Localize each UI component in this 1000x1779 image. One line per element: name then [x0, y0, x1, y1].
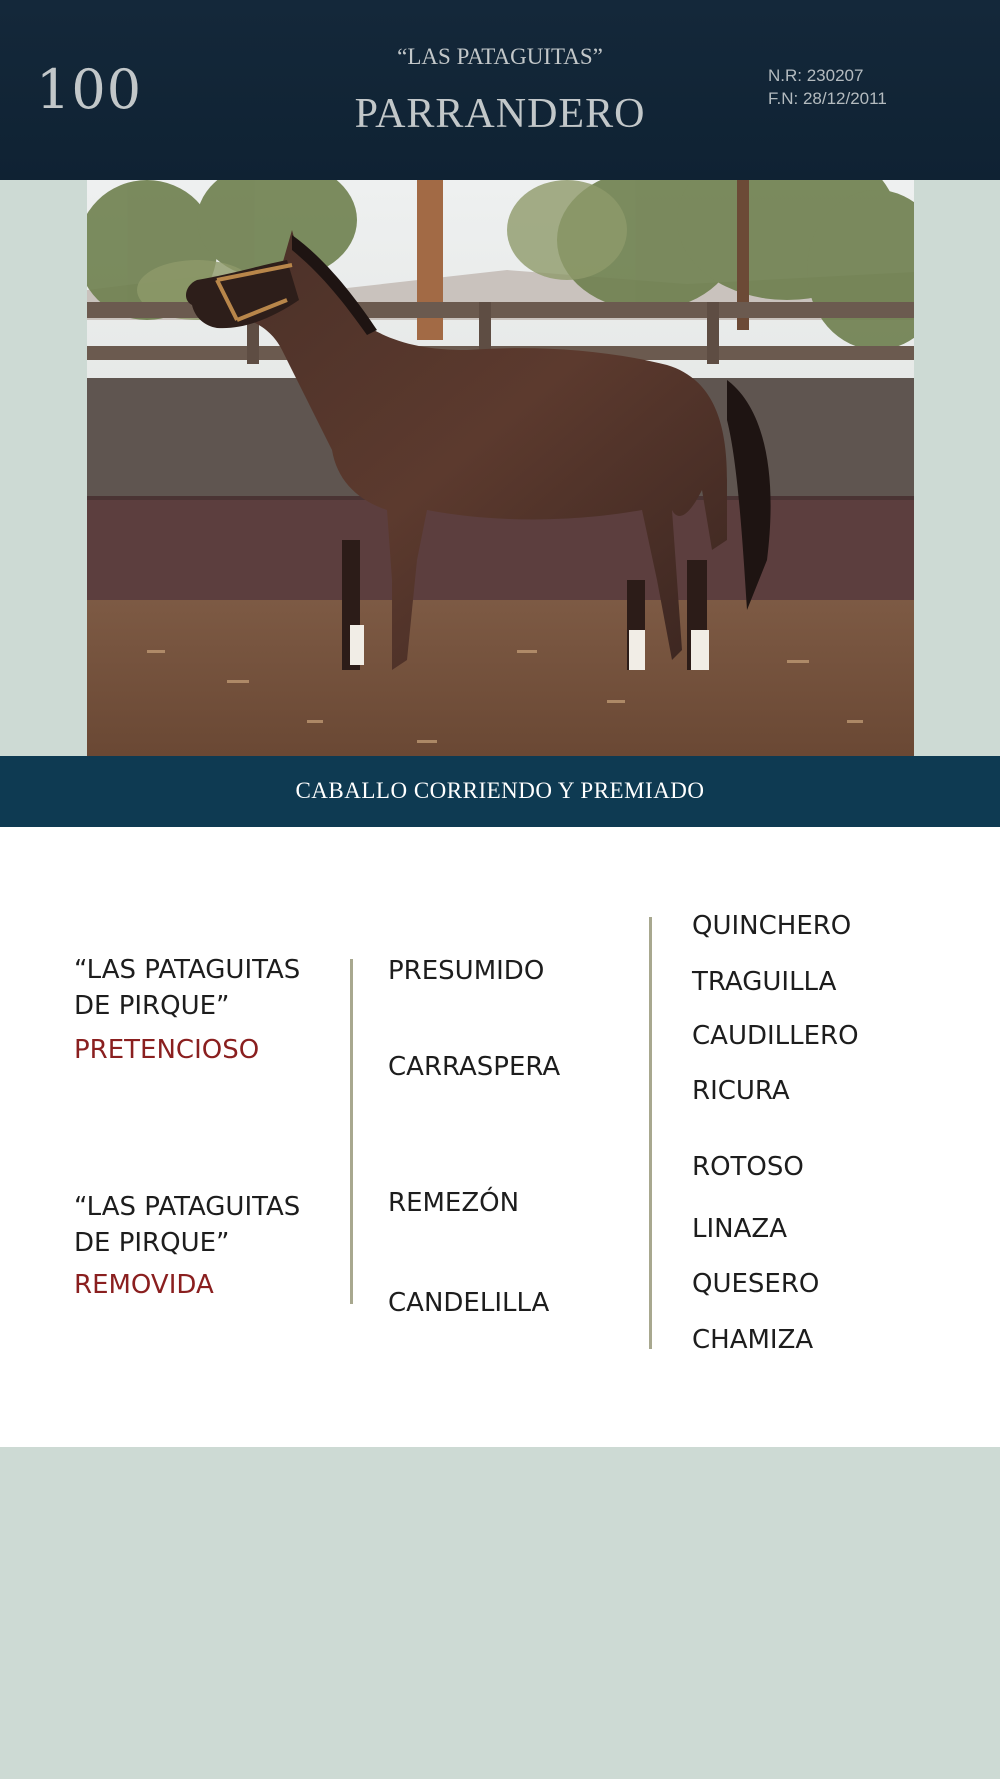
dam-name: REMOVIDA	[74, 1270, 214, 1300]
great-grandparent-name: LINAZA	[692, 1214, 787, 1244]
divider-line	[649, 917, 652, 1349]
great-grandparent-name: QUESERO	[692, 1269, 820, 1299]
great-grandparent-name: TRAGUILLA	[692, 967, 837, 997]
horse-photo	[87, 180, 914, 756]
horse-photo-illustration	[87, 180, 914, 756]
great-grandparent-name: QUINCHERO	[692, 911, 852, 941]
birth-date: F.N: 28/12/2011	[768, 89, 887, 108]
bottom-blank-area	[0, 1447, 1000, 1779]
great-grandparent-name: CAUDILLERO	[692, 1021, 859, 1051]
status-text: CABALLO CORRIENDO Y PREMIADO	[295, 778, 705, 803]
dam-breeder-line1: “LAS PATAGUITAS	[74, 1192, 301, 1222]
great-grandparent-name: ROTOSO	[692, 1152, 804, 1182]
dam-breeder-line2: DE PIRQUE”	[74, 1228, 230, 1258]
grandparent-name: PRESUMIDO	[388, 956, 545, 986]
horse-name: PARRANDERO	[354, 91, 646, 137]
grandparent-name: REMEZÓN	[388, 1188, 520, 1218]
pedigree-section	[0, 827, 1000, 1447]
registration-number: N.R: 230207	[768, 66, 864, 85]
sire-breeder-line1: “LAS PATAGUITAS	[74, 955, 301, 985]
grandparent-name: CANDELILLA	[388, 1288, 550, 1318]
header-bar	[0, 0, 1000, 180]
sire-breeder-line2: DE PIRQUE”	[74, 991, 230, 1021]
breeder-name: “LAS PATAGUITAS”	[397, 44, 603, 69]
sire-name: PRETENCIOSO	[74, 1035, 260, 1065]
lot-number: 100	[36, 58, 143, 121]
grandparent-name: CARRASPERA	[388, 1052, 561, 1082]
great-grandparent-name: RICURA	[692, 1076, 790, 1106]
divider-line	[350, 959, 353, 1304]
great-grandparent-name: CHAMIZA	[692, 1325, 814, 1355]
status-band	[0, 756, 1000, 827]
registration-info	[768, 64, 887, 110]
